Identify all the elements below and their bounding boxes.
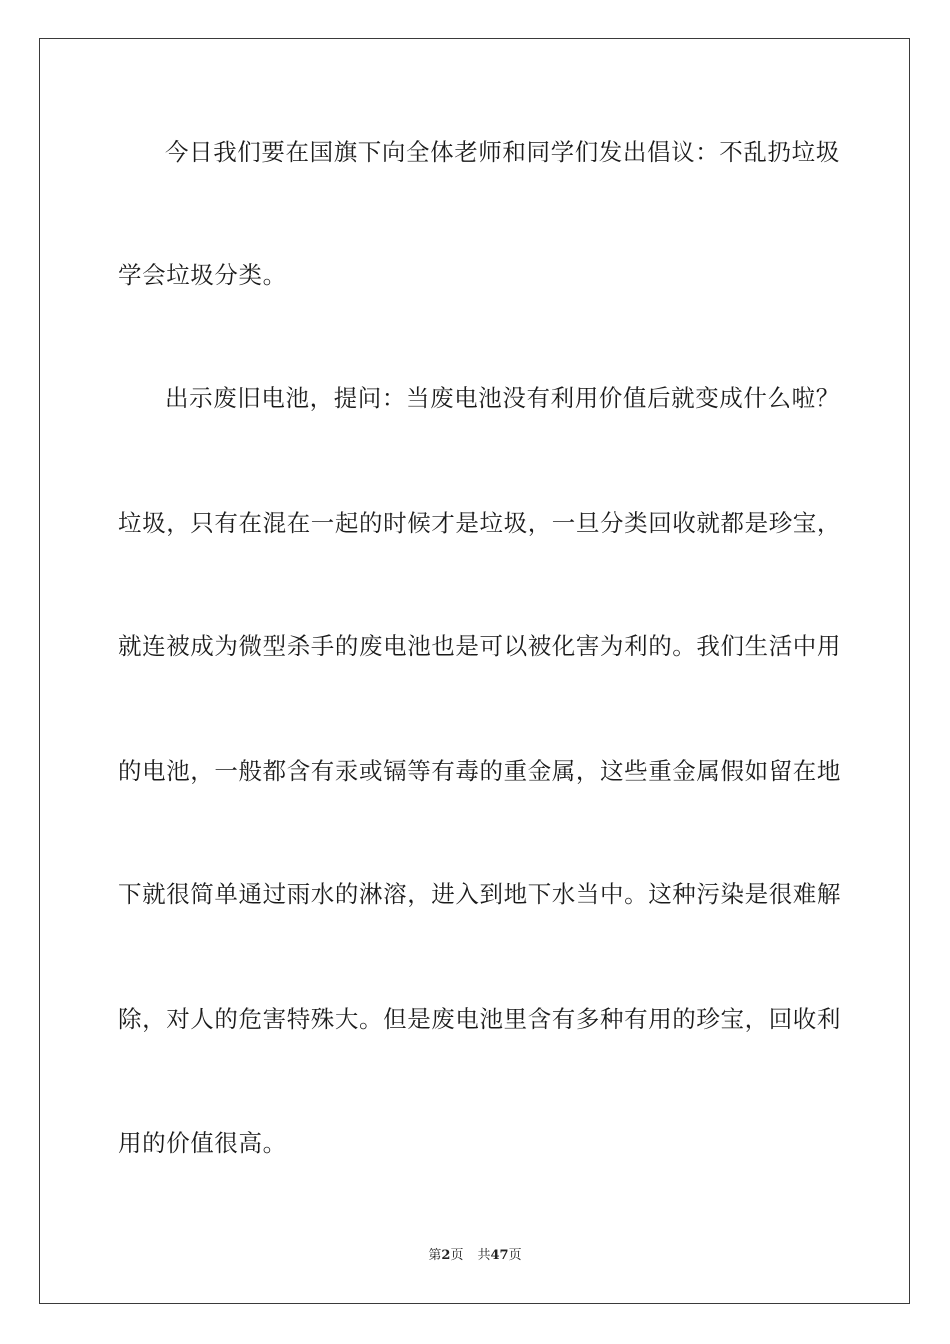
- paragraph-2-line-6: 除，对人的危害特殊大。但是废电池里含有多种有用的珍宝，回收利: [118, 1005, 841, 1033]
- page-suffix: 页: [450, 1248, 464, 1263]
- paragraph-2-line-4: 的电池，一般都含有汞或镉等有毒的重金属，这些重金属假如留在地: [118, 757, 841, 785]
- paragraph-1-line-2: 学会垃圾分类。: [118, 261, 287, 289]
- page-number: 2: [441, 1248, 451, 1263]
- paragraph-2-line-5: 下就很简单通过雨水的淋溶，进入到地下水当中。这种污染是很难解: [118, 880, 841, 908]
- total-suffix: 页: [508, 1248, 522, 1263]
- paragraph-2-line-7: 用的价值很高。: [118, 1129, 287, 1157]
- page-border: [39, 38, 910, 1304]
- paragraph-2-line-1: 出示废旧电池，提问：当废电池没有利用价值后就变成什么啦？: [165, 384, 840, 412]
- paragraph-2-line-2: 垃圾，只有在混在一起的时候才是垃圾，一旦分类回收就都是珍宝，: [118, 509, 841, 537]
- paragraph-2-line-3: 就连被成为微型杀手的废电池也是可以被化害为利的。我们生活中用: [118, 632, 841, 660]
- page-prefix: 第: [428, 1248, 442, 1263]
- paragraph-1-line-1: 今日我们要在国旗下向全体老师和同学们发出倡议：不乱扔垃圾: [165, 138, 840, 166]
- total-prefix: 共: [477, 1248, 491, 1263]
- total-pages: 47: [490, 1248, 509, 1263]
- page-footer: [0, 1247, 950, 1265]
